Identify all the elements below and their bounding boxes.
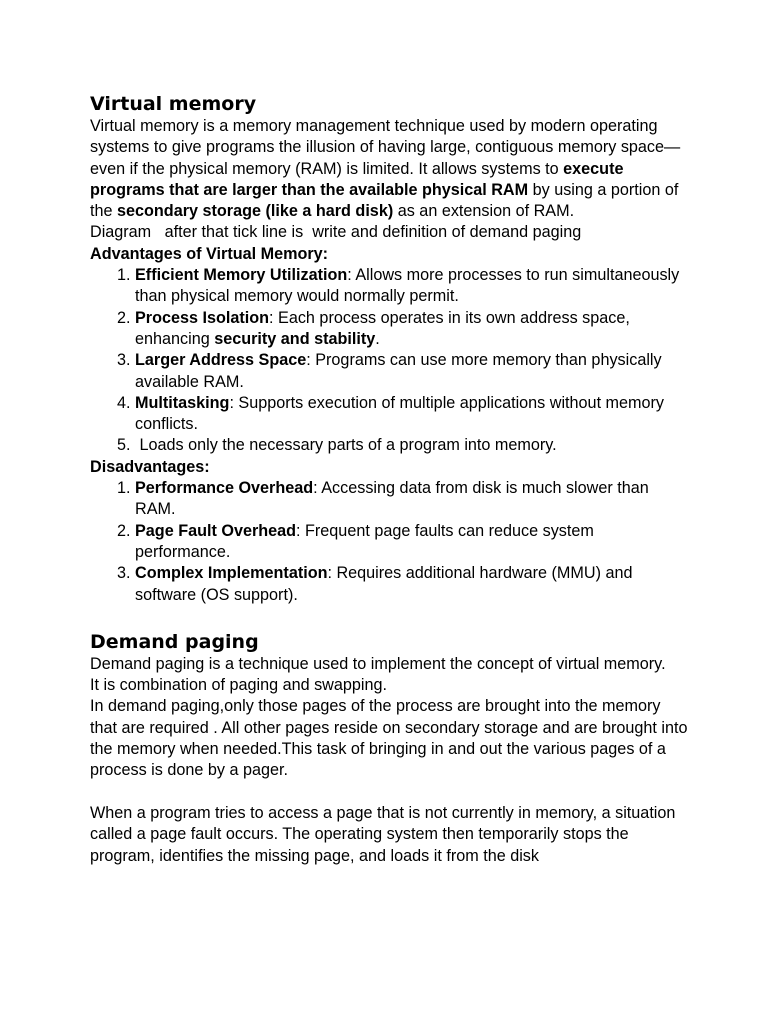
- list-item-bold: Multitasking: [135, 393, 230, 412]
- intro-text-2: by using a portion of the: [90, 180, 679, 221]
- list-item-bold: Larger Address Space: [135, 351, 307, 370]
- advantages-list: [90, 265, 690, 457]
- list-item-bold: Performance Overhead: [135, 479, 314, 498]
- demand-paging-paragraph-4: When a program tries to access a page that is not currently in memory, a situation called a page fault occurs. The operating system then temporarily stops the program, identifies the missing page, and loads it from the disk: [90, 803, 676, 865]
- intro-text-1: Virtual memory is a memory management technique used by modern operating systems to give programs the illusion of having large, contiguous memory space—even if the physical memory (RAM) is limited. It allows systems to: [90, 117, 681, 178]
- virtual-memory-heading: Virtual memory: [90, 93, 257, 115]
- list-item: [135, 308, 690, 351]
- paragraph-spacer: [90, 782, 690, 803]
- list-item-text: Loads only the necessary parts of a program into memory.: [135, 436, 557, 455]
- document-page: [90, 92, 690, 867]
- disadvantages-list: [90, 478, 690, 606]
- demand-paging-paragraph-1: Demand paging is a technique used to implement the concept of virtual memory.: [90, 654, 666, 673]
- list-item: [135, 478, 690, 521]
- disadvantages-heading: Disadvantages:: [90, 457, 210, 476]
- list-item: [135, 350, 690, 393]
- list-item: [135, 563, 690, 606]
- list-item: [135, 265, 690, 308]
- list-item: [135, 435, 690, 456]
- list-item-text: : Allows more processes to run simultaneously than physical memory would normally permit.: [135, 266, 680, 306]
- demand-paging-heading: Demand paging: [90, 630, 259, 653]
- list-item-bold: Complex Implementation: [135, 564, 328, 583]
- list-item-bold: security and stability: [214, 329, 376, 348]
- list-item-text: : Frequent page faults can reduce system performance.: [135, 521, 594, 561]
- demand-paging-paragraph-3: In demand paging,only those pages of the process are brought into the memory that are required . All other pages reside on secondary storage and are brought into the memory when needed.This task of bringing in and out the various pages of a process is done by a pager.: [90, 697, 688, 780]
- list-item-text: : Requires additional hardware (MMU) and software (OS support).: [135, 564, 633, 604]
- virtual-memory-intro: [90, 116, 690, 222]
- intro-bold-2: secondary storage (like a hard disk): [117, 202, 394, 221]
- diagram-note: Diagram after that tick line is write and definition of demand paging: [90, 223, 582, 242]
- list-item-text: : Each process operates in its own address space, enhancing: [135, 308, 630, 348]
- list-item: [135, 521, 690, 564]
- list-item-text: .: [375, 329, 380, 348]
- list-item-bold: Page Fault Overhead: [135, 521, 297, 540]
- intro-bold-1: execute programs that are larger than the available physical RAM: [90, 159, 624, 199]
- list-item-text: : Programs can use more memory than physically available RAM.: [135, 351, 662, 391]
- list-item: [135, 393, 690, 436]
- list-item-text: : Accessing data from disk is much slower than RAM.: [135, 479, 649, 519]
- intro-text-3: as an extension of RAM.: [393, 202, 575, 221]
- list-item-text: : Supports execution of multiple applications without memory conflicts.: [135, 393, 665, 434]
- list-item-bold: Efficient Memory Utilization: [135, 266, 348, 285]
- advantages-heading: Advantages of Virtual Memory:: [90, 244, 329, 263]
- demand-paging-paragraph-2: It is combination of paging and swapping.: [90, 676, 387, 695]
- list-item-bold: Process Isolation: [135, 308, 270, 327]
